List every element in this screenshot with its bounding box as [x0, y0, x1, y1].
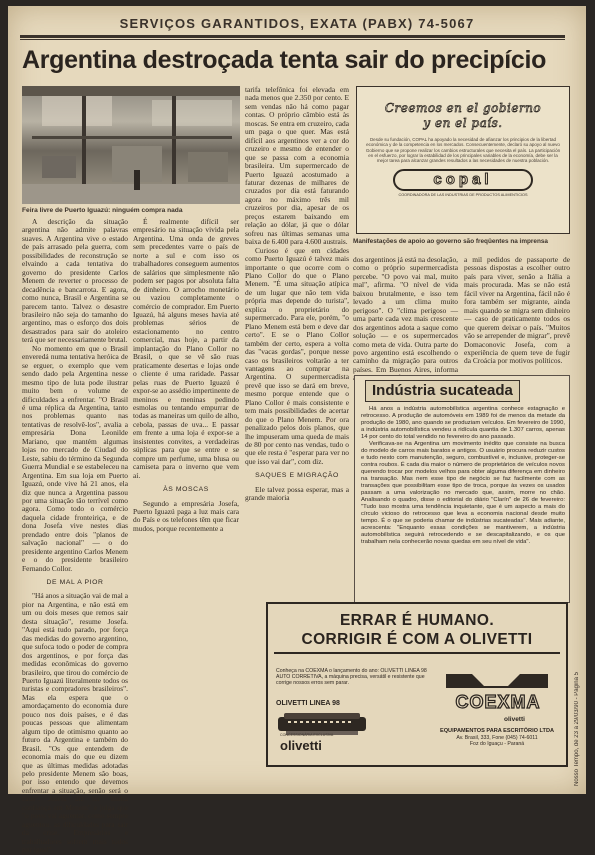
copal-logo-subtitle: COORDINADORA DE LAS INDUSTRIAS DE PRODUCTOS ALIMENTICIOS [398, 193, 528, 198]
copal-slogan-line-1: Creemos en el gobierno [384, 101, 542, 115]
paragraph: No momento em que o Brasil enveredá numa tentativa heróica de se erguer, o exemplo que vem sendo dado pela Argentina nesse mesmo tipo de luta pode ilustrar muito bem o volume de dificuldades a enfrentar. "O Brasil é uma réplica da Argentina, tanto nos problemas quanto nas tentativas de resolvê-los", avalia a empresária Dona Leonilde Mariano, que mantém algumas lojas no mercado de Ciudad do Leste, sabiu do término da Segunda Guerra Mundial e se estabeleceu na Argentina. Em sua loja em Puerto Iguazú, onde vive há 21 anos, ela diz que nunca a Argentina passou por uma situação tão terrível como agora. Como todo o comércio daquela cidade fronteiriça, e de dona Josefa vive nestes dias prendado entre dois "planos de salvação nacional" — o do presidente argentino Carlos Menem e o do presidente brasileiro Fernando Collor. [22, 343, 128, 573]
page-footer-vertical: Nosso Tempo, de 23 a 29/03/90 - Página 5 [574, 672, 580, 786]
coexma-address [428, 728, 566, 748]
copal-slogan-line-2: y en el país. [423, 116, 503, 130]
coexma-logo: COEXMA [455, 692, 541, 712]
sidebar-body [361, 406, 565, 546]
paragraph: dos argentinos já está na desolação, como o próprio supermercadista percebe. "O povo vai mal, muito mal", afirma. "O nível de vida baixou brutalmente, e isso tem levado a um clima muito perigoso". O "clima perigoso — uma parte cada vez mais crescente dos argentinos adota a saque como solução — e os supermercados como meta de vida. Outra parte do povo argentino está escolhendo o caminho da migração para outros países. Em Buenos Aires, informa [353, 255, 458, 374]
market-photo [22, 86, 240, 204]
top-rule [20, 35, 565, 38]
olivetti-model: OLIVETTI LINEA 98 [276, 700, 340, 707]
subheading: ÀS MOSCAS [163, 486, 209, 494]
copal-caption: Manifestações de apoio ao governo são freqüentes na imprensa [353, 238, 548, 245]
article-column-4 [353, 256, 458, 374]
paragraph: Ele talvez possa esperar, mas a grande maioria [245, 484, 349, 503]
olivetti-advert [266, 602, 568, 767]
copal-slogan [365, 101, 561, 131]
olivetti-brand-tag: CONCESSIONÁRIA EXCLUSIVA [280, 733, 334, 737]
coexma-city: Foz do Iguaçu - Paraná [469, 741, 525, 748]
top-advert-line: SERVIÇOS GARANTIDOS, EXATA (PABX) 74-5067 [119, 16, 475, 31]
paragraph: a mil pedidos de passaporte de pessoas dispostas a escolher outro país para viver, senão a Itália a mais procurada. Mas se não está fácil viver na Argentina, fácil não é fora também ser migrante, ainda mais quando se migra sem dinheiro — caso de praticamente todos os que querem deixar o país. "Muitos vão se arrepender de migrar", prevê Domaconovic Josefa, com a experiência de quem teve de fugir da Croácia por motivos políticos. [464, 255, 570, 366]
paragraph: "Há anos a situação vai de mal a pior na Argentina, e não está em um ou dois meses que remos sair desta situação", resume Josefa. "Aqui está tudo parado, por força das medidas do governo argentino, que sufoca todo o poder de compra dos argentinos, e por força das medidas econômicas do governo brasileiro, que tirou do comércio de Puerto Iguazú literalmente todos os turistas e compradores brasileiros". Mas ela espera que o amordaçamento do economia dure pouco nos dois países, e é das poucas pessoas que alimentam algum tipo de otimismo quanto ao futuro da Argentina e também do Brasil. "Os que entendem de economia mais do que eu dizem que as últimas medidas adotadas pelo presidente Menem são boas, por isso entendo que devemos enfrentar a situação, senão será o caos". Josefa diz ter "muita confiança em Menem" e julga que "o povo vai aguentar, como sempre aguentou, as dificuldades para sair da crise. Empresários e trabalhadores sofrem mais todos por igual". [22, 591, 128, 855]
article-column-1 [22, 217, 128, 855]
coexma-address-title: EQUIPAMENTOS PARA ESCRITÓRIO LTDA [439, 728, 555, 734]
article-column-5 [464, 256, 570, 374]
headline: Argentina destroçada tenta sair do precipício [22, 46, 547, 74]
sidebar-title: Indústria sucateada [365, 380, 520, 402]
copal-advert [356, 86, 570, 234]
paragraph: A descrição da situação argentina não admite palavras suaves. A Argentina vive o estado de país arrasado pela guerra, com possibilidades de reconstrução se elvaindo a cada tentativa do governo do presidente Carlos Menem de reverter o processo de decadência e bancarrota. E agora, como nunca, Brasil e Argentina se parecem tanto. Talvez o desastre brasileiro não seja do tamanho do argentino, mas o esforço dos dois desastrados para sair do atoleiro terá que ser necessariamente brutal. [22, 217, 128, 345]
top-rule-thin [20, 39, 565, 40]
olivetti-headline-2: CORRIGIR É COM A OLIVETTI [301, 631, 533, 648]
article-column-3 [245, 86, 349, 596]
paragraph: Curioso é que em cidades como Puerto Iguazú é talvez mais importante o que ocorre com o Plano Collor do que o Plano Menem. "É uma situação atípica de um lugar que não tem vida própria mas depende do turista", explica o proprietário do supermercado. Para ele, porém, "o Plano Menem está bem e deve dar certo". E se o Plano Collor também der certo, espera a volta das "vacas gordas", porque nesse caso os brasileiros voltarão a ter vantagens ao comprar na Argentina. O supermercadista prevê que isso se dará em breve, mesmo porque entende que o Plano Collor é mais consistente e tem mais possibilidades de acertar do que o Plano Menem. Por ora penalizado pelos dois planos, que lhe impuseram uma queda de mais de 80 por cento nas vendas, tudo o que ele resta é "esperar para ver no que isso vai dar", com diz. [245, 245, 349, 466]
coexma-olivetti-tag: olivetti [504, 716, 525, 723]
subheading: SAQUES E MIGRAÇÃO [255, 472, 339, 480]
paragraph: Verificava-se na Argentina um movimento inédito que consiste na busca do modelo de carros mais baratos e antigos. O usuário procura reduzir custos e tudo nesto com manutenção, seguro, combustível e, inclusive, proteger-se contra roubos. É cada dia maior o número de proprietários de veículos novos querendo trocar por modelos velhos para obter alguma diferença em dinheiro na transação. Mas nem esse tipo de negócio se faz facilmente com as transações que possibilitam esse tipo de troca, porque às vezes os usados passam a uma valorização no mercado que, assim, morre no chão. Analisando o quadro, disse o editorial do diário "Clarín" de 26 de fevereiro: "Tudo isso mostra uma tendência inquietante, que é um aspecto a mais do círculo vicioso do retrocesso que leva a economia nacional desde muito tempo. É o que se poderia chamar de indústrias sucateadas". Mais adiante, acrescenta: "Enquanto essas condições se mantiverem, a indústria automobilística seguirá retrocedendo e se descapitalizando, e os que trabalham nela conhecerão novas quedas em seu nível de vida". [361, 441, 565, 545]
copal-body: Desde su fundación, COPAL ha apoyado la necesidad de afianzar los principios de la libertad económica y de la competencia en los mercados. Consecuentemente, declaró su apoyo al nuevo Gobierno que se propone realizar los cambios estructurales que necesita el país. La participación en el esfuerzo, por lograr la estabilidad de los principales variables de la economía, debe ser la mejor tarea para alcanzar grandes resultados a las necesidades de nuestra población. [365, 137, 561, 164]
paragraph: tarifa telefônica foi elevada em nada menos que 2.350 por cento. E sem vendas não há como pagar contas. O próprio câmbio está às moscas. Se entra em cruzeiro, cada um paga o que quer. Mas está difícil aos argentinos ver a cor do cruzeiro e mesmo de entender o que se passa com a economia brasileira. Um supermercado de Puerto Iguazú acostumado a faturar dezenas de milhares de cruzados por dia está faturando agora no máximo três mil cruzeiros por dia, apesar de os preços estarem baixando em relação ao dólar, já que o dólar sofreu nas últimas semanas uma baixa de 6.400 para 4.600 austrais. [245, 85, 349, 247]
paragraph: Há anos a indústria automobilística argentina conhece estagnação e retrocesso. A produção de automóveis em 1989 foi de menos da metade da produção de 1980, ano quando se produziam veículos. Em fevereiro de 1990, a indústria automobilística vendeu a ridícula quantia de 1.307 carros, apenas 14 por cento do total vendido no fevereiro do ano passado. [361, 406, 565, 440]
sidebar-industria-sucateada [354, 375, 570, 603]
copal-logo: copal [393, 169, 533, 191]
paragraph: Segundo a empresária Josefa, Puerto Iguazú paga a luz mais cara do País e os telefones têm que ficar mudos, porque recentemente a [133, 498, 239, 533]
photo-caption: Feira livre de Puerto Iguazú: ninguém compra nada [22, 207, 183, 214]
coexma-address-line: Av. Brasil, 333, Fone (045) 74-6011 [456, 734, 538, 741]
olivetti-body: Conheça na COEXMA o lançamento do ano: OLIVETTI LINEA 98 AUTO CORRETIVA, a máquina precisa, versátil e resistente que corrige nossos erros sem parar. [276, 668, 427, 687]
olivetti-rule [274, 652, 560, 654]
paragraph: É realmente difícil ser empresário na situação vivida pela Argentina. Uma onda de greves sem precedentes varre o país de norte a sul e com isso os trabalhadores conseguem aumentos de salários que simplesmente não podem ser pagos por absoluta falta de dinheiro. O arrocho monetário ou vaziou completamente o comércio de comprador. Em Puerto Iguazú, há alguns meses havia até problemas sérios de estacionamento no centro comercial, mas hoje, a partir da implantação do Plano Collor no Brasil, o que se vê são ruas praticamente desertas e lojas onde o cliente é uma raridade. Passar pelas ruas de Puerto Iguazú é expor-se ao assédio impertinente de meninos e meninas pedindo esmolas ou tentando empurrar de todas as maneiras um quilo de alho, cebola, passas de uva... E passar em frente a uma loja é expor-se a insistentes convites, a verdadeiras súplicas para que se entre e se compre um perfume, uma blusa ou camiseta para o inverno que vem aí. [133, 217, 239, 480]
subheading: DE MAL A PIOR [46, 579, 104, 587]
olivetti-headline-1: ERRAR É HUMANO. [339, 612, 495, 629]
article-column-2 [133, 218, 239, 778]
olivetti-logo: olivetti [280, 738, 322, 753]
newspaper-page [8, 6, 586, 855]
